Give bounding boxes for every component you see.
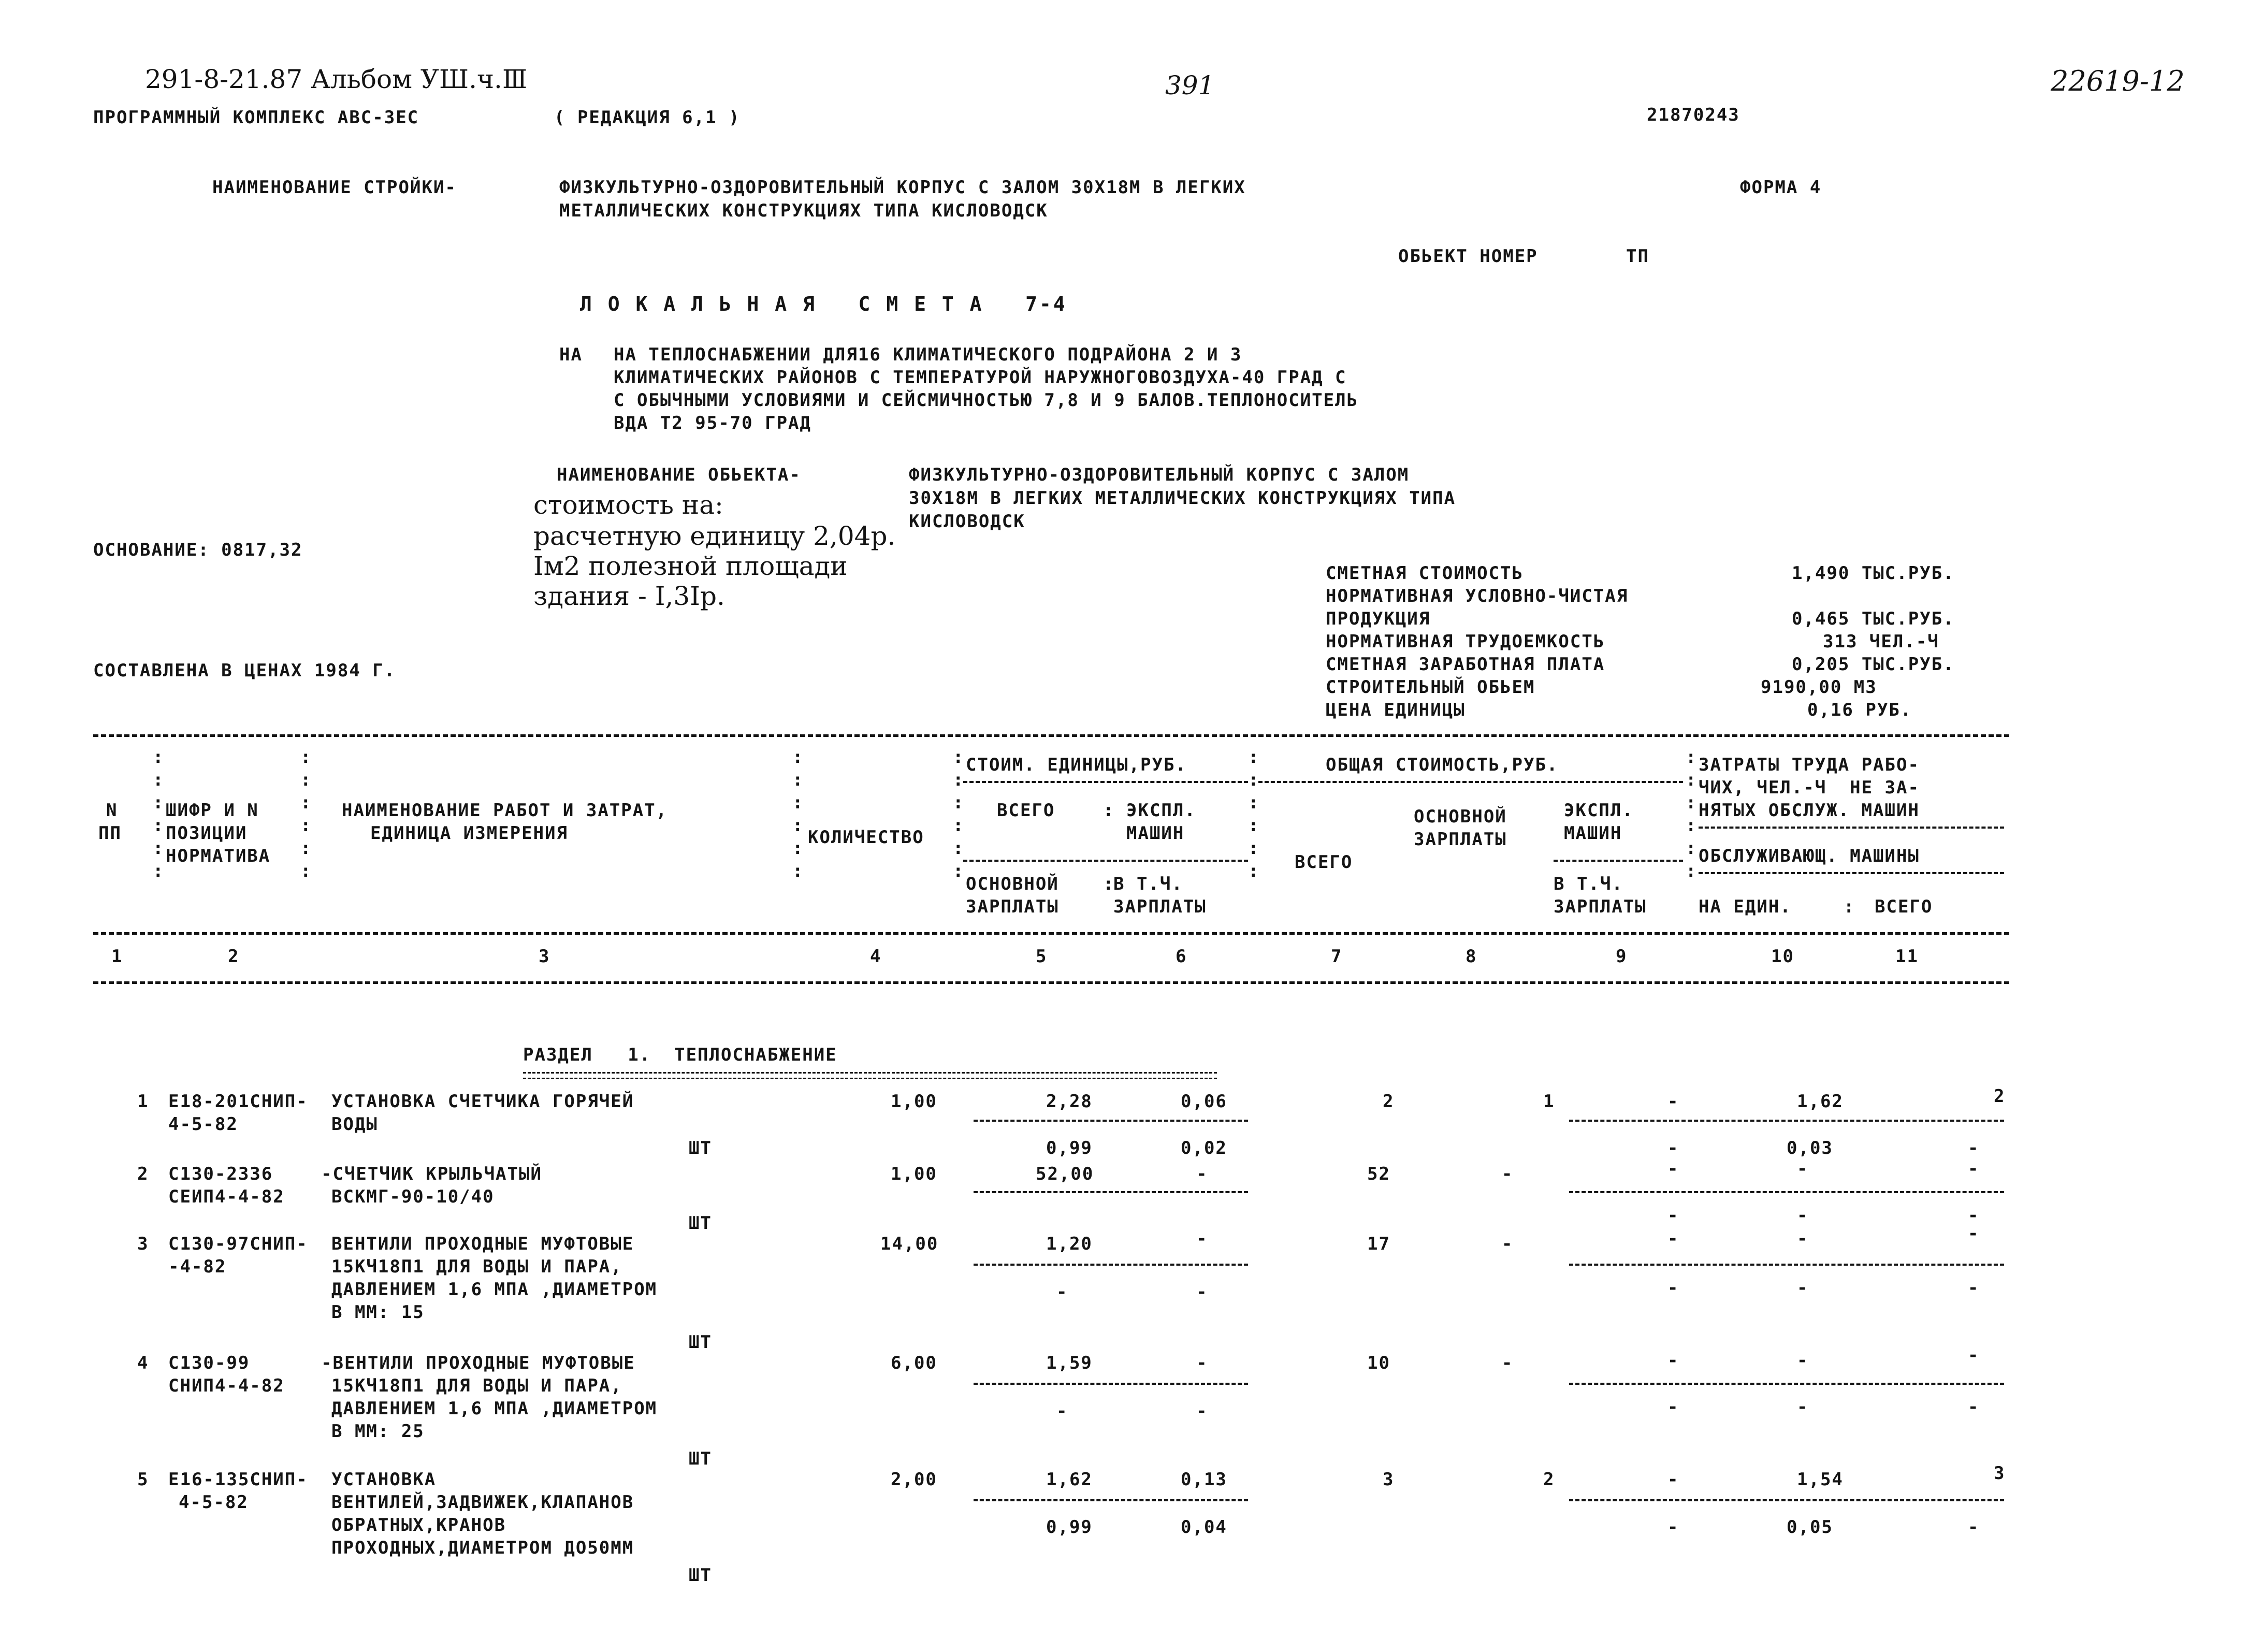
estimate-prefix: НА xyxy=(559,344,583,365)
row-total-machines: - xyxy=(1667,1158,1679,1179)
row-unit-wage: - xyxy=(1056,1282,1068,1302)
col-separator: : : : : : : xyxy=(953,747,965,881)
uc-expl-label: ЭКСПЛ. xyxy=(1126,800,1196,821)
row-unit-wage: 0,99 xyxy=(1046,1517,1093,1538)
row-unit: ШТ xyxy=(689,1332,712,1353)
typed-note-line-3: Iм2 полезной площади xyxy=(533,551,848,581)
object-name-line-2: 30Х18М В ЛЕГКИХ МЕТАЛЛИЧЕСКИХ КОНСТРУКЦИЯХ ТИПА xyxy=(909,488,1456,509)
row-description: 15КЧ18П1 ДЛЯ ВОДЫ И ПАРА, xyxy=(331,1256,622,1277)
cell-rule xyxy=(1569,1383,2004,1385)
estimate-title: Л О К А Л Ь Н А Я С М Е Т А 7-4 xyxy=(580,293,1067,315)
summary-value: 0,465 ТЫС.РУБ. xyxy=(1792,608,1955,629)
table-top-rule xyxy=(93,734,2009,737)
construction-label: НАИМЕНОВАНИЕ СТРОЙКИ- xyxy=(212,177,457,198)
row-total-machines: - xyxy=(1667,1228,1679,1249)
total-cost-label: ОБЩАЯ СТОИМОСТЬ,РУБ. xyxy=(1326,755,1559,775)
row-code: СЕИП4-4-82 xyxy=(168,1186,285,1207)
row-total: 10 xyxy=(1367,1353,1390,1373)
labor-total-label: ВСЕГО xyxy=(1875,896,1933,917)
header-rule xyxy=(1699,827,2004,829)
cell-rule xyxy=(1569,1499,2004,1501)
row-unit-machines: 0,06 xyxy=(1181,1091,1227,1112)
album-reference: 291-8-21.87 Альбом УШ.ч.Ⅲ xyxy=(145,64,528,94)
estimate-line-2: КЛИМАТИЧЕСКИХ РАЙОНОВ С ТЕМПЕРАТУРОЙ НАРУЖНОГОВОЗДУХА-40 ГРАД С xyxy=(614,367,1347,388)
unit-cost-label: СТОИМ. ЕДИНИЦЫ,РУБ. xyxy=(966,755,1187,775)
labor-label: НЯТЫХ ОБСЛУЖ. МАШИН xyxy=(1699,800,1920,821)
header-rule xyxy=(1699,872,2004,874)
construction-name-line-1: ФИЗКУЛЬТУРНО-ОЗДОРОВИТЕЛЬНЫЙ КОРПУС С ЗАЛОМ 30Х18М В ЛЕГКИХ xyxy=(559,177,1246,198)
row-labor-total-2: - xyxy=(1968,1138,1980,1158)
column-number: 7 xyxy=(1331,946,1343,967)
uc-expl-label: МАШИН xyxy=(1126,823,1185,844)
row-total: 52 xyxy=(1367,1164,1390,1184)
row-labor-total: 2 xyxy=(1994,1086,2006,1107)
row-description: УСТАНОВКА СЧЕТЧИКА ГОРЯЧЕЙ xyxy=(331,1091,634,1112)
object-label: НАИМЕНОВАНИЕ ОБЬЕКТА- xyxy=(557,465,801,485)
object-name-line-1: ФИЗКУЛЬТУРНО-ОЗДОРОВИТЕЛЬНЫЙ КОРПУС С ЗАЛОМ xyxy=(909,465,1410,485)
row-code: С130-99 xyxy=(168,1353,250,1373)
row-unit-machine-wage: - xyxy=(1196,1401,1208,1422)
object-name-line-3: КИСЛОВОДСК xyxy=(909,511,1025,532)
col-separator: : : : : : : xyxy=(300,747,312,881)
row-labor-unit: - xyxy=(1797,1228,1809,1249)
col-code-label: ПОЗИЦИИ xyxy=(166,823,248,844)
row-labor-unit-2: - xyxy=(1797,1397,1809,1417)
summary-label: СМЕТНАЯ СТОИМОСТЬ xyxy=(1326,563,1524,584)
row-unit: ШТ xyxy=(689,1138,712,1158)
section-title: РАЗДЕЛ 1. ТЕПЛОСНАБЖЕНИЕ xyxy=(523,1045,837,1065)
column-number: 1 xyxy=(111,946,123,967)
estimate-line-1: НА ТЕПЛОСНАБЖЕНИИ ДЛЯ16 КЛИМАТИЧЕСКОГО ПОДРАЙОНА 2 И 3 xyxy=(614,344,1242,365)
row-unit: ШТ xyxy=(689,1565,712,1586)
header-bottom-rule xyxy=(93,932,2009,935)
row-description: ДАВЛЕНИЕМ 1,6 МПА ,ДИАМЕТРОМ xyxy=(331,1279,658,1300)
form-label: ФОРМА 4 xyxy=(1740,177,1822,198)
column-number: 3 xyxy=(539,946,550,967)
row-unit-machines: 0,13 xyxy=(1181,1469,1227,1490)
column-number: 5 xyxy=(1036,946,1048,967)
row-unit: ШТ xyxy=(689,1213,712,1234)
row-quantity: 6,00 xyxy=(891,1353,937,1373)
labor-label: ОБСЛУЖИВАЮЩ. МАШИНЫ xyxy=(1699,846,1920,866)
typed-note-line-1: стоимость на: xyxy=(533,490,723,520)
cell-rule xyxy=(974,1499,1248,1501)
uc-wage-label: ЗАРПЛАТЫ xyxy=(966,896,1059,917)
sheet-reference: 22619-12 xyxy=(2051,65,2185,97)
row-labor-unit-2: 0,05 xyxy=(1787,1517,1833,1538)
document-code: 21870243 xyxy=(1647,105,1740,125)
construction-name-line-2: МЕТАЛЛИЧЕСКИХ КОНСТРУКЦИЯХ ТИПА КИСЛОВОДСК xyxy=(559,200,1048,221)
uc-total-label: ВСЕГО xyxy=(997,800,1055,821)
col-separator: : : : : : : xyxy=(1686,747,1698,881)
uc-separator: : xyxy=(1844,896,1855,917)
row-code: Е16-135СНИП- xyxy=(168,1469,308,1490)
uc-separator: : xyxy=(1103,874,1115,894)
row-labor-total: 3 xyxy=(1994,1463,2006,1484)
row-code: СНИП4-4-82 xyxy=(168,1375,285,1396)
column-number: 6 xyxy=(1176,946,1187,967)
row-description: В ММ: 25 xyxy=(331,1421,425,1442)
row-quantity: 1,00 xyxy=(891,1091,937,1112)
cell-rule xyxy=(1569,1264,2004,1266)
row-labor-unit-2: - xyxy=(1797,1278,1809,1298)
row-unit-machines: - xyxy=(1196,1228,1208,1249)
tc-incl-label: ЗАРПЛАТЫ xyxy=(1554,896,1647,917)
row-labor-unit: 1,54 xyxy=(1797,1469,1844,1490)
row-labor-unit: - xyxy=(1797,1350,1809,1371)
row-description: УСТАНОВКА xyxy=(331,1469,437,1490)
col-separator: : : : : : : xyxy=(792,747,804,881)
row-description: ВСКМГ-90-10/40 xyxy=(331,1186,495,1207)
summary-value: 9190,00 М3 xyxy=(1761,677,1877,698)
row-total-machines: - xyxy=(1667,1469,1679,1490)
row-unit: ШТ xyxy=(689,1448,712,1469)
labor-label: ЧИХ, ЧЕЛ.-Ч НЕ ЗА- xyxy=(1699,777,1920,798)
page-number: 391 xyxy=(1165,70,1215,100)
row-description: 15КЧ18П1 ДЛЯ ВОДЫ И ПАРА, xyxy=(331,1375,622,1396)
summary-value: 0,16 РУБ. xyxy=(1807,700,1912,720)
column-number: 4 xyxy=(870,946,882,967)
cell-rule xyxy=(974,1191,1248,1193)
row-unit-total: 1,59 xyxy=(1046,1353,1093,1373)
row-total-machines: - xyxy=(1667,1091,1679,1112)
cell-rule xyxy=(974,1383,1248,1385)
row-total-wage: 2 xyxy=(1543,1469,1555,1490)
row-unit-total: 52,00 xyxy=(1036,1164,1094,1184)
row-total-machine-wage: - xyxy=(1667,1205,1679,1226)
row-total-wage: - xyxy=(1502,1164,1514,1184)
row-total-wage: 1 xyxy=(1543,1091,1555,1112)
header-rule xyxy=(963,860,1248,862)
row-unit-total: 1,62 xyxy=(1046,1469,1093,1490)
estimate-line-4: ВДА Т2 95-70 ГРАД xyxy=(614,413,811,433)
row-unit-machine-wage: 0,04 xyxy=(1181,1517,1227,1538)
summary-value: 313 ЧЕЛ.-Ч xyxy=(1823,631,1939,652)
col-qty-label: КОЛИЧЕСТВО xyxy=(808,827,924,848)
row-unit-wage: 0,99 xyxy=(1046,1138,1093,1158)
row-labor-unit-2: - xyxy=(1797,1205,1809,1226)
col-code-label: ШИФР И N xyxy=(166,800,259,821)
row-total-machines: - xyxy=(1667,1350,1679,1371)
row-number: 4 xyxy=(137,1353,149,1373)
row-description: -СЧЕТЧИК КРЫЛЬЧАТЫЙ xyxy=(321,1164,542,1184)
header-rule xyxy=(963,781,1248,783)
row-total: 2 xyxy=(1383,1091,1395,1112)
col-code-label: НОРМАТИВА xyxy=(166,846,271,866)
row-description: -ВЕНТИЛИ ПРОХОДНЫЕ МУФТОВЫЕ xyxy=(321,1353,635,1373)
typed-note-line-4: здания - I,3Iр. xyxy=(533,581,725,611)
row-description: ВОДЫ xyxy=(331,1114,378,1135)
uc-incl-label: ЗАРПЛАТЫ xyxy=(1113,896,1207,917)
tc-wage-label: ОСНОВНОЙ xyxy=(1414,806,1507,827)
row-unit-machine-wage: 0,02 xyxy=(1181,1138,1227,1158)
col-name-label: НАИМЕНОВАНИЕ РАБОТ И ЗАТРАТ, xyxy=(342,800,668,821)
summary-label: НОРМАТИВНАЯ ТРУДОЕМКОСТЬ xyxy=(1326,631,1605,652)
column-number: 8 xyxy=(1466,946,1477,967)
row-unit-total: 1,20 xyxy=(1046,1234,1093,1254)
summary-label: ПРОДУКЦИЯ xyxy=(1326,608,1431,629)
row-unit-machines: - xyxy=(1196,1164,1208,1184)
row-labor-total: - xyxy=(1968,1345,1980,1366)
row-labor-unit-2: 0,03 xyxy=(1787,1138,1833,1158)
column-number: 10 xyxy=(1771,946,1794,967)
row-code: С130-2336 xyxy=(168,1164,273,1184)
estimate-line-3: С ОБЫЧНЫМИ УСЛОВИЯМИ И СЕЙСМИЧНОСТЬЮ 7,8 И 9 БАЛОВ.ТЕПЛОНОСИТЕЛЬ xyxy=(614,390,1359,411)
cell-rule xyxy=(1569,1191,2004,1193)
row-quantity: 2,00 xyxy=(891,1469,937,1490)
tc-total-label: ВСЕГО xyxy=(1295,852,1353,873)
column-number: 11 xyxy=(1895,946,1919,967)
row-labor-total-2: - xyxy=(1968,1517,1980,1538)
uc-wage-label: ОСНОВНОЙ xyxy=(966,874,1059,894)
row-code: -4-82 xyxy=(168,1256,227,1277)
col-separator: : : : : : : xyxy=(1248,747,1260,881)
row-labor-total: - xyxy=(1968,1158,1980,1179)
program-name: ПРОГРАММНЫЙ КОМПЛЕКС АВС-ЗЕС xyxy=(93,107,419,128)
row-unit-machines: - xyxy=(1196,1353,1208,1373)
row-description: ВЕНТИЛИ ПРОХОДНЫЕ МУФТОВЫЕ xyxy=(331,1234,634,1254)
col-name-label: ЕДИНИЦА ИЗМЕРЕНИЯ xyxy=(370,823,568,844)
typed-note-line-2: расчетную единицу 2,04р. xyxy=(533,521,896,551)
row-total: 17 xyxy=(1367,1234,1390,1254)
prices-year: СОСТАВЛЕНА В ЦЕНАХ 1984 Г. xyxy=(93,660,396,681)
row-labor-unit: 1,62 xyxy=(1797,1091,1844,1112)
column-number: 2 xyxy=(228,946,240,967)
uc-separator: : xyxy=(1103,800,1115,821)
row-labor-total-2: - xyxy=(1968,1278,1980,1298)
cell-rule xyxy=(974,1120,1248,1122)
program-edition: ( РЕДАКЦИЯ 6,1 ) xyxy=(554,107,741,128)
col-n-label: ПП xyxy=(98,823,122,844)
tc-wage-label: ЗАРПЛАТЫ xyxy=(1414,829,1507,850)
summary-label: ЦЕНА ЕДИНИЦЫ xyxy=(1326,700,1466,720)
row-total: 3 xyxy=(1383,1469,1395,1490)
tc-expl-label: ЭКСПЛ. xyxy=(1564,800,1634,821)
labor-unit-label: НА ЕДИН. xyxy=(1699,896,1792,917)
row-number: 5 xyxy=(137,1469,149,1490)
row-labor-total: - xyxy=(1968,1223,1980,1244)
tc-incl-label: В Т.Ч. xyxy=(1554,874,1623,894)
tc-expl-label: МАШИН xyxy=(1564,823,1622,844)
object-number-value: ТП xyxy=(1626,246,1649,267)
cell-rule xyxy=(1569,1120,2004,1122)
summary-value: 0,205 ТЫС.РУБ. xyxy=(1792,654,1955,675)
row-code: С130-97СНИП- xyxy=(168,1234,308,1254)
row-number: 1 xyxy=(137,1091,149,1112)
row-description: ДАВЛЕНИЕМ 1,6 МПА ,ДИАМЕТРОМ xyxy=(331,1398,658,1419)
summary-label: СМЕТНАЯ ЗАРАБОТНАЯ ПЛАТА xyxy=(1326,654,1605,675)
row-description: ОБРАТНЫХ,КРАНОВ xyxy=(331,1515,506,1535)
labor-label: ЗАТРАТЫ ТРУДА РАБО- xyxy=(1699,755,1920,775)
summary-label: СТРОИТЕЛЬНЫЙ ОБЬЕМ xyxy=(1326,677,1535,698)
row-total-machine-wage: - xyxy=(1667,1278,1679,1298)
row-labor-unit: - xyxy=(1797,1158,1809,1179)
row-total-machine-wage: - xyxy=(1667,1397,1679,1417)
col-n-label: N xyxy=(106,800,118,821)
row-description: ВЕНТИЛЕЙ,ЗАДВИЖЕК,КЛАПАНОВ xyxy=(331,1492,634,1513)
row-total-wage: - xyxy=(1502,1234,1514,1254)
row-quantity: 14,00 xyxy=(880,1234,939,1254)
col-separator: : : : : : : xyxy=(153,747,165,881)
row-code: Е18-201СНИП- xyxy=(168,1091,308,1112)
row-labor-total-2: - xyxy=(1968,1205,1980,1226)
column-number: 9 xyxy=(1616,946,1628,967)
column-number-rule xyxy=(93,981,2009,984)
row-total-wage: - xyxy=(1502,1353,1514,1373)
row-number: 2 xyxy=(137,1164,149,1184)
row-code: 4-5-82 xyxy=(179,1492,249,1513)
cell-rule xyxy=(974,1264,1248,1266)
row-quantity: 1,00 xyxy=(891,1164,937,1184)
summary-value: 1,490 ТЫС.РУБ. xyxy=(1792,563,1955,584)
row-code: 4-5-82 xyxy=(168,1114,238,1135)
row-unit-total: 2,28 xyxy=(1046,1091,1093,1112)
summary-label: НОРМАТИВНАЯ УСЛОВНО-ЧИСТАЯ xyxy=(1326,586,1629,606)
row-total-machine-wage: - xyxy=(1667,1138,1679,1158)
section-underline xyxy=(523,1072,1217,1079)
header-rule xyxy=(1554,860,1683,862)
row-labor-total-2: - xyxy=(1968,1397,1980,1417)
header-rule xyxy=(1258,781,1683,783)
row-number: 3 xyxy=(137,1234,149,1254)
row-description: ПРОХОДНЫХ,ДИАМЕТРОМ ДО50ММ xyxy=(331,1538,634,1558)
object-number-label: ОБЬЕКТ НОМЕР xyxy=(1398,246,1538,267)
row-unit-machine-wage: - xyxy=(1196,1282,1208,1302)
row-description: В ММ: 15 xyxy=(331,1302,425,1323)
row-unit-wage: - xyxy=(1056,1401,1068,1422)
basis: ОСНОВАНИЕ: 0817,32 xyxy=(93,540,303,560)
uc-incl-label: В Т.Ч. xyxy=(1113,874,1183,894)
row-total-machine-wage: - xyxy=(1667,1517,1679,1538)
